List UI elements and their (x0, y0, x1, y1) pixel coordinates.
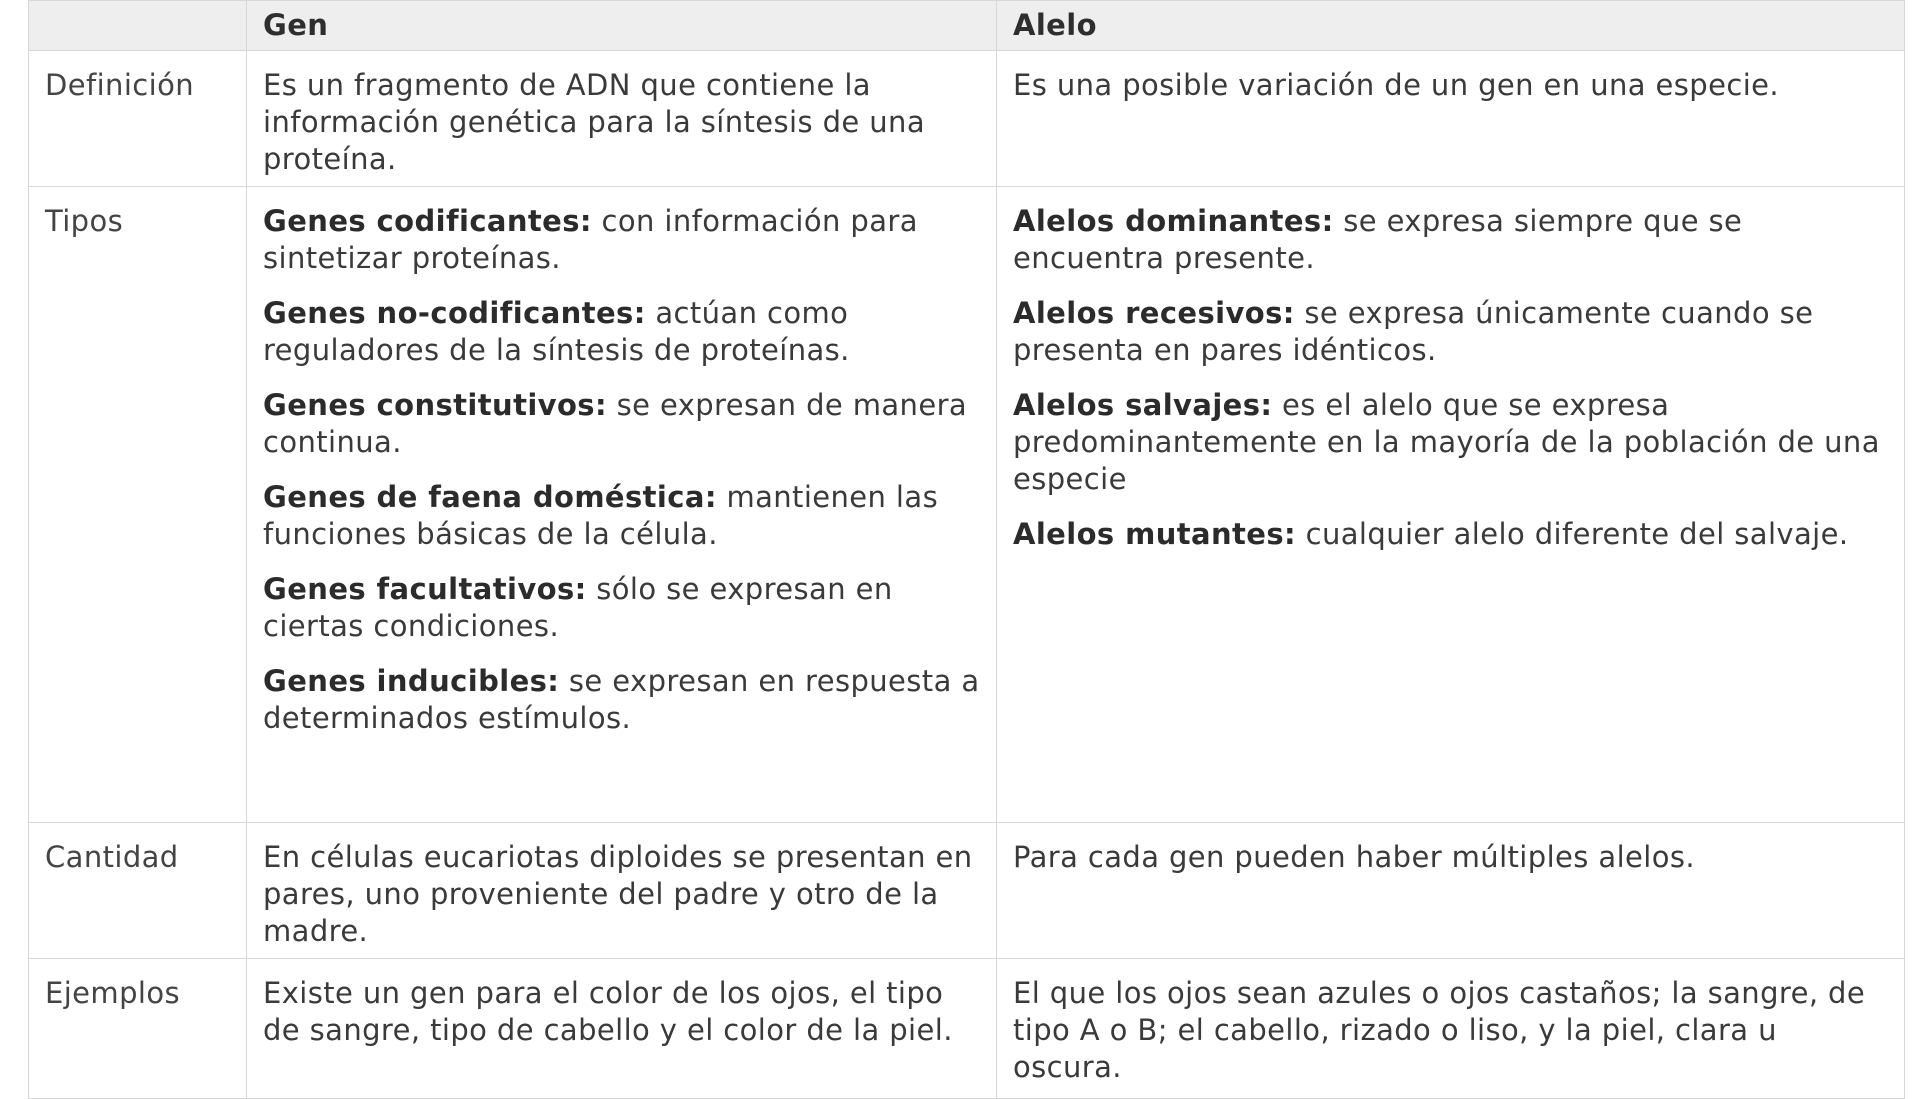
cell-entry (1013, 387, 1888, 498)
cell-entry (263, 975, 980, 1049)
cell-entry (1013, 516, 1888, 553)
entry-text: actúan como reguladores de la síntesis de proteínas. (263, 296, 850, 367)
entry-term: Genes constitutivos: (263, 388, 607, 422)
entry-text: mantienen las funciones básicas de la célula. (263, 480, 939, 551)
alelo-cell (997, 959, 1905, 1099)
cell-entry (263, 295, 980, 369)
header-gen: Gen (247, 1, 997, 51)
table-row-tipos (29, 187, 1905, 823)
header-row (29, 1, 1905, 51)
entry-text: El que los ojos sean azules o ojos castaños; la sangre, de tipo A o B; el cabello, rizado o liso, y la piel, clara u oscura. (1013, 976, 1866, 1084)
entry-text: Existe un gen para el color de los ojos, el tipo de sangre, tipo de cabello y el color de la piel. (263, 976, 953, 1047)
cell-entry (263, 571, 980, 645)
comparison-table-container (28, 0, 1904, 1099)
gen-cell (247, 187, 997, 823)
cell-entry (263, 839, 980, 950)
entry-text: con información para sintetizar proteínas. (263, 204, 918, 275)
entry-term: Genes facultativos: (263, 572, 587, 606)
cell-entry (263, 663, 980, 737)
cell-entry (1013, 203, 1888, 277)
row-label: Tipos (29, 187, 247, 823)
cell-entry (1013, 67, 1888, 104)
entry-term: Alelos recesivos: (1013, 296, 1295, 330)
entry-text: se expresa únicamente cuando se presenta en pares idénticos. (1013, 296, 1814, 367)
entry-text: Para cada gen pueden haber múltiples alelos. (1013, 840, 1695, 874)
cell-entry (263, 67, 980, 178)
cell-entry (263, 203, 980, 277)
entry-term: Alelos mutantes: (1013, 517, 1297, 551)
gen-cell (247, 51, 997, 187)
entry-term: Genes de faena doméstica: (263, 480, 717, 514)
entry-term: Alelos dominantes: (1013, 204, 1334, 238)
header-empty (29, 1, 247, 51)
entry-text: Es un fragmento de ADN que contiene la información genética para la síntesis de una proteína. (263, 68, 925, 176)
entry-term: Genes codificantes: (263, 204, 592, 238)
cell-entry (1013, 839, 1888, 876)
entry-text: se expresa siempre que se encuentra presente. (1013, 204, 1743, 275)
gen-vs-alelo-table (28, 0, 1905, 1099)
alelo-cell (997, 51, 1905, 187)
entry-term: Genes no-codificantes: (263, 296, 646, 330)
table-row-ejemplos (29, 959, 1905, 1099)
gen-cell (247, 823, 997, 959)
entry-text: es el alelo que se expresa predominantemente en la mayoría de la población de una especie (1013, 388, 1880, 496)
row-label: Ejemplos (29, 959, 247, 1099)
entry-text: cualquier alelo diferente del salvaje. (1296, 517, 1849, 551)
header-alelo: Alelo (997, 1, 1905, 51)
row-label: Cantidad (29, 823, 247, 959)
alelo-cell (997, 823, 1905, 959)
table-row-cantidad (29, 823, 1905, 959)
cell-entry (1013, 975, 1888, 1086)
cell-entry (263, 387, 980, 461)
entry-term: Alelos salvajes: (1013, 388, 1273, 422)
entry-text: sólo se expresan en ciertas condiciones. (263, 572, 893, 643)
cell-entry (263, 479, 980, 553)
entry-term: Genes inducibles: (263, 664, 560, 698)
gen-cell (247, 959, 997, 1099)
entry-text: En células eucariotas diploides se presentan en pares, uno proveniente del padre y otro de la madre. (263, 840, 973, 948)
table-row-definicion (29, 51, 1905, 187)
cell-entry (1013, 295, 1888, 369)
row-label: Definición (29, 51, 247, 187)
entry-text: se expresan de manera continua. (263, 388, 968, 459)
entry-text: Es una posible variación de un gen en una especie. (1013, 68, 1780, 102)
alelo-cell (997, 187, 1905, 823)
entry-text: se expresan en respuesta a determinados estímulos. (263, 664, 980, 735)
